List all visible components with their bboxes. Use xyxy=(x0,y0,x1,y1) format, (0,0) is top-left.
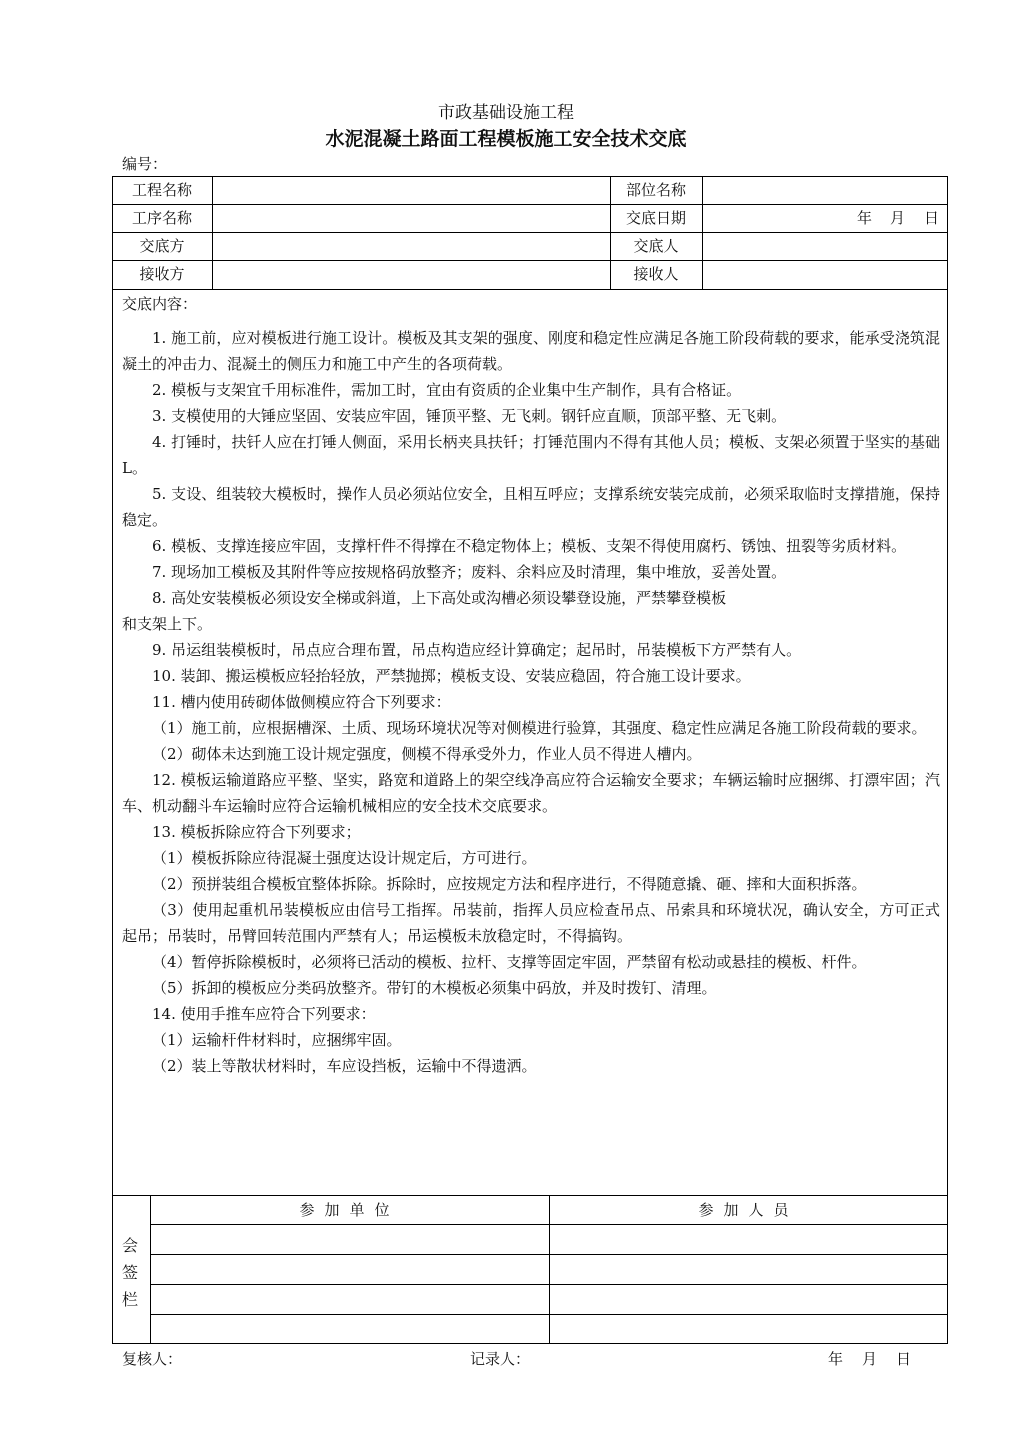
table-rule xyxy=(112,289,948,290)
content-item: 10. 装卸、搬运模板应轻抬轻放，严禁抛掷；模板支设、安装应稳固，符合施工设计要求。 xyxy=(152,667,751,685)
part-name-label: 部位名称 xyxy=(625,181,686,199)
signoff-rule xyxy=(150,1314,948,1315)
table-rule xyxy=(112,204,948,205)
table-rule xyxy=(212,176,213,289)
process-name-label: 工序名称 xyxy=(131,209,192,227)
content-item: 7. 现场加工模板及其附件等应按规格码放整齐；废料、余料应及时清理，集中堆放，妥善处置。 xyxy=(152,563,787,581)
content-body xyxy=(122,325,940,1079)
content-item: 11. 槽内使用砖砌体做侧模应符合下列要求： xyxy=(152,693,451,711)
recorder-label: 记录人： xyxy=(470,1350,531,1368)
date-year-label: 年 xyxy=(857,209,873,227)
content-item: 2. 模板与支架宜千用标准件，需加工时，宜由有资质的企业集中生产制作，具有合格证。 xyxy=(152,381,742,399)
content-item: （2）预拼装组合模板宜整体拆除。拆除时，应按规定方法和程序进行，不得随意撬、砸、摔和大面积拆落。 xyxy=(152,875,867,893)
table-rule xyxy=(112,260,948,261)
receiver-person-label: 接收人 xyxy=(633,265,679,283)
document-subtitle: 市政基础设施工程 xyxy=(438,103,574,123)
footer-month-label: 月 xyxy=(862,1350,878,1368)
content-item: 和支架上下。 xyxy=(122,615,213,633)
date-day-label: 日 xyxy=(924,209,940,227)
date-month-label: 月 xyxy=(890,209,906,227)
disclosure-date-label: 交底日期 xyxy=(625,209,686,227)
content-item: 12. 模板运输道路应平整、坚实，路宽和道路上的架空线净高应符合运输安全要求；车辆运输时应捆绑、打漂牢固；汽车、机动翻斗车运输时应符合运输机械相应的安全技术交底要求。 xyxy=(122,771,940,815)
footer-day-label: 日 xyxy=(896,1350,912,1368)
table-rule xyxy=(702,176,703,289)
content-item: （1）模板拆除应待混凝土强度达设计规定后，方可进行。 xyxy=(152,849,537,867)
giver-party-label: 交底方 xyxy=(139,237,185,255)
footer-year-label: 年 xyxy=(828,1350,844,1368)
document-title: 水泥混凝土路面工程模板施工安全技术交底 xyxy=(325,128,687,150)
content-item: （3）使用起重机吊装模板应由信号工指挥。吊装前，指挥人员应检查吊点、吊索具和环境状况，确认安全，方可正式起吊；吊装时，吊臂回转范围内严禁有人；吊运模板未放稳定时，不得搞钩。 xyxy=(122,901,940,945)
content-item: 6. 模板、支撑连接应牢固，支撑杆件不得撑在不稳定物体上；模板、支架不得使用腐朽、锈蚀、扭裂等劣质材料。 xyxy=(152,537,907,555)
signoff-rule xyxy=(150,1224,948,1225)
content-item: （4）暂停拆除模板时，必须将已活动的模板、拉杆、支撑等固定牢固，严禁留有松动或悬挂的模板、杆件。 xyxy=(152,953,867,971)
content-item: 1. 施工前，应对模板进行施工设计。模板及其支架的强度、刚度和稳定性应满足各施工阶段荷载的要求，能承受浇筑混凝土的冲击力、混凝土的侧压力和施工中产生的各项荷载。 xyxy=(122,329,940,373)
participating-person-header: 参加人员 xyxy=(698,1201,799,1219)
content-label: 交底内容： xyxy=(122,295,198,313)
content-item: 13. 模板拆除应符合下列要求； xyxy=(152,823,361,841)
signoff-rule xyxy=(150,1284,948,1285)
giver-person-label: 交底人 xyxy=(633,237,679,255)
receiver-party-label: 接收方 xyxy=(139,265,185,283)
content-item: （5）拆卸的模板应分类码放整齐。带钉的木模板必须集中码放，并及时拨钉、清理。 xyxy=(152,979,717,997)
content-item: 5. 支设、组装较大模板时，操作人员必须站位安全，且相互呼应；支撑系统安装完成前，必须采取临时支撑措施，保持稳定。 xyxy=(122,485,940,529)
signoff-rule xyxy=(150,1254,948,1255)
content-item: 8. 高处安装模板必须设安全梯或斜道，上下高处或沟槽必须设攀登设施，严禁攀登模板 xyxy=(152,589,727,607)
content-item: （1）运输杆件材料时，应捆绑牢固。 xyxy=(152,1031,402,1049)
content-item: （2）装上等散状材料时，车应设挡板，运输中不得遗洒。 xyxy=(152,1057,537,1075)
content-item: （2）砌体未达到施工设计规定强度，侧模不得承受外力，作业人员不得进人槽内。 xyxy=(152,745,702,763)
signoff-label: 会签栏 xyxy=(121,1236,138,1309)
project-name-label: 工程名称 xyxy=(131,181,192,199)
content-item: 3. 支模使用的大锤应坚固、安装应牢固，锤顶平整、无飞刺。钢钎应直顺，顶部平整、无飞刺。 xyxy=(152,407,787,425)
content-item: 14. 使用手推车应符合下列要求： xyxy=(152,1005,376,1023)
table-rule xyxy=(112,232,948,233)
participating-unit-header: 参加单位 xyxy=(299,1201,400,1219)
reviewer-label: 复核人： xyxy=(122,1350,183,1368)
content-item: 9. 吊运组装模板时，吊点应合理布置，吊点构造应经计算确定；起吊时，吊装模板下方严禁有人。 xyxy=(152,641,802,659)
content-item: 4. 打锤时，扶钎人应在打锤人侧面，采用长柄夹具扶钎；打锤范围内不得有其他人员；模板、支架必须置于坚实的基础L。 xyxy=(122,433,940,477)
serial-number-label: 编号： xyxy=(122,155,168,173)
content-item: （1）施工前，应根据槽深、土质、现场环境状况等对侧模进行验算，其强度、稳定性应满足各施工阶段荷载的要求。 xyxy=(152,719,927,737)
